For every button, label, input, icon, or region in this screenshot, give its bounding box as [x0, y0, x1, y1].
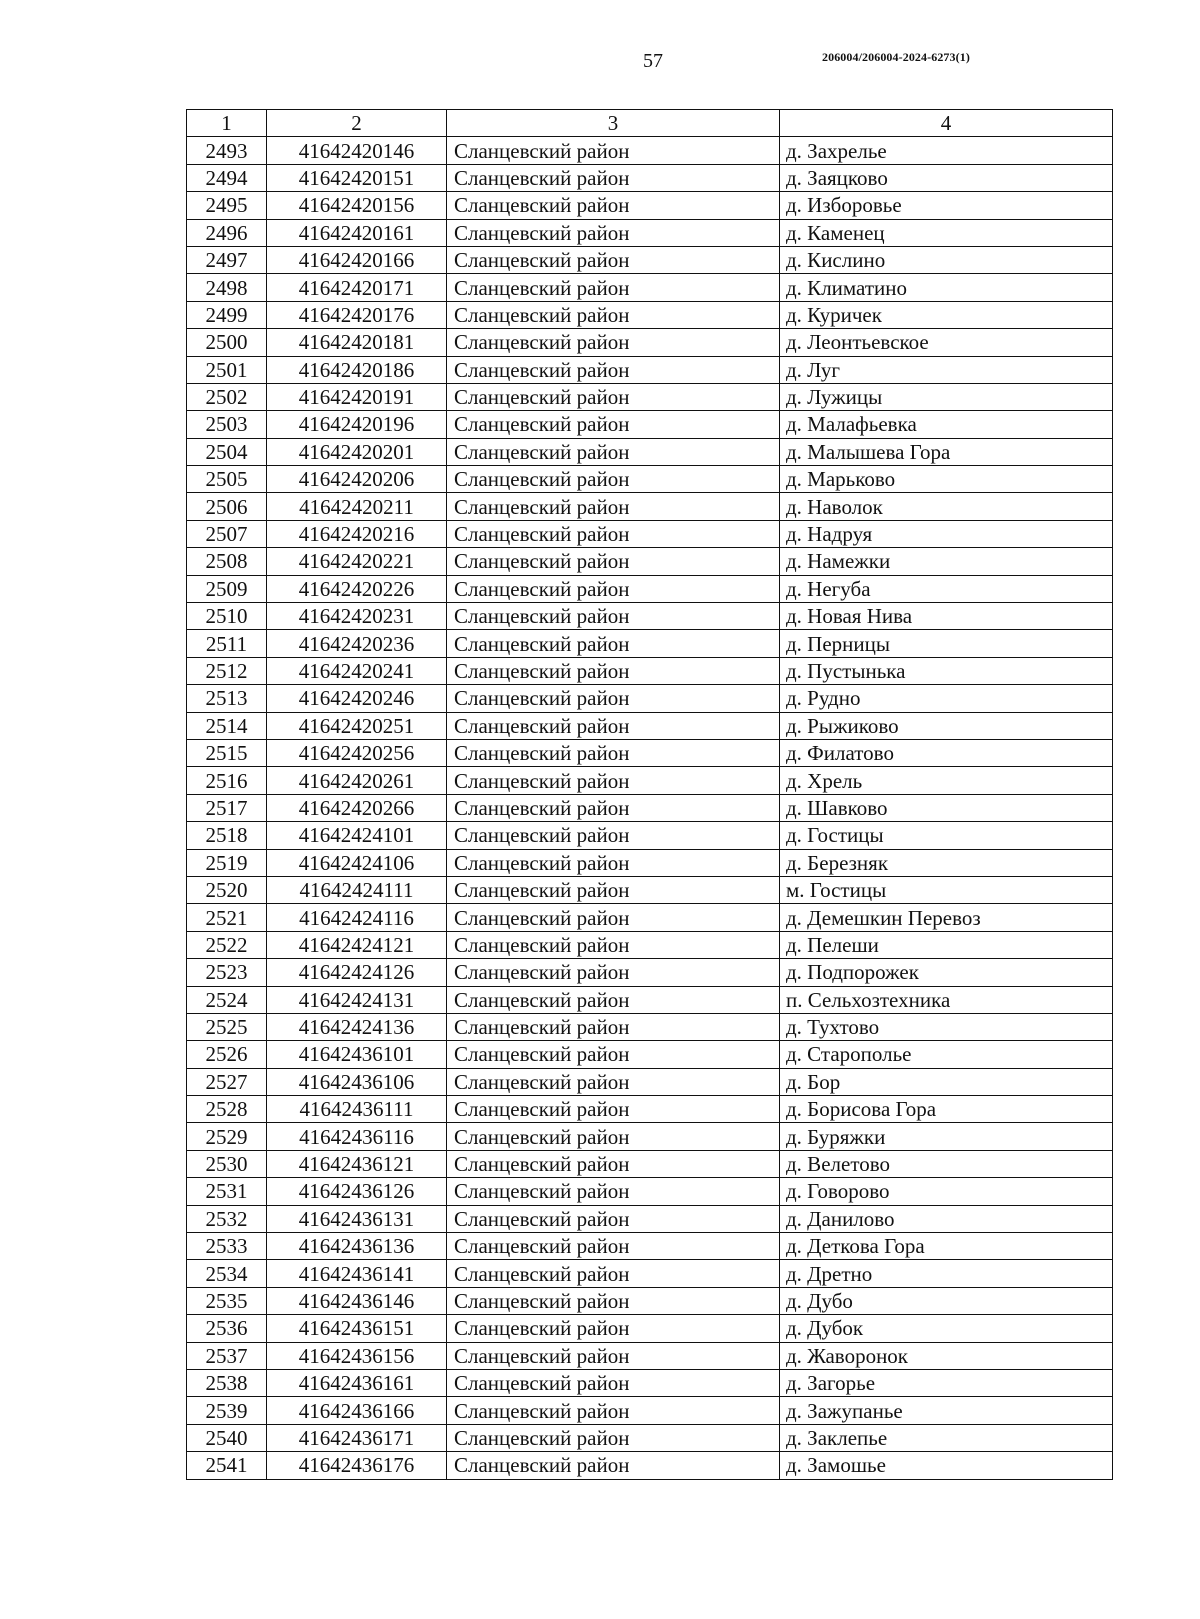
district-cell: Сланцевский район	[447, 1452, 780, 1479]
code-cell: 41642420166	[267, 246, 447, 273]
code-cell: 41642420181	[267, 329, 447, 356]
settlement-cell: д. Березняк	[780, 849, 1113, 876]
settlement-cell: м. Гостицы	[780, 876, 1113, 903]
table-row	[187, 1123, 1113, 1150]
code-cell: 41642420231	[267, 603, 447, 630]
row-number-cell: 2503	[187, 411, 267, 438]
district-cell: Сланцевский район	[447, 1369, 780, 1396]
code-cell: 41642424131	[267, 986, 447, 1013]
district-cell: Сланцевский район	[447, 630, 780, 657]
settlement-cell: д. Захрелье	[780, 137, 1113, 164]
settlement-cell: д. Кислино	[780, 246, 1113, 273]
district-cell: Сланцевский район	[447, 739, 780, 766]
district-cell: Сланцевский район	[447, 959, 780, 986]
document-reference: 206004/206004-2024-6273(1)	[822, 50, 970, 64]
district-cell: Сланцевский район	[447, 931, 780, 958]
code-cell: 41642436106	[267, 1068, 447, 1095]
district-cell: Сланцевский район	[447, 192, 780, 219]
table-row	[187, 438, 1113, 465]
district-cell: Сланцевский район	[447, 1096, 780, 1123]
code-cell: 41642436131	[267, 1205, 447, 1232]
district-cell: Сланцевский район	[447, 219, 780, 246]
settlement-cell: д. Пелеши	[780, 931, 1113, 958]
row-number-cell: 2513	[187, 685, 267, 712]
district-cell: Сланцевский район	[447, 411, 780, 438]
row-number-cell: 2514	[187, 712, 267, 739]
district-cell: Сланцевский район	[447, 520, 780, 547]
district-cell: Сланцевский район	[447, 1287, 780, 1314]
code-cell: 41642420171	[267, 274, 447, 301]
district-cell: Сланцевский район	[447, 1041, 780, 1068]
code-cell: 41642420251	[267, 712, 447, 739]
table-row	[187, 1287, 1113, 1314]
table-row	[187, 685, 1113, 712]
column-header-3: 3	[447, 110, 780, 137]
table-row	[187, 274, 1113, 301]
row-number-cell: 2530	[187, 1150, 267, 1177]
row-number-cell: 2516	[187, 767, 267, 794]
row-number-cell: 2510	[187, 603, 267, 630]
table-row	[187, 794, 1113, 821]
code-cell: 41642420206	[267, 466, 447, 493]
code-cell: 41642424116	[267, 904, 447, 931]
district-cell: Сланцевский район	[447, 356, 780, 383]
row-number-cell: 2498	[187, 274, 267, 301]
code-cell: 41642424121	[267, 931, 447, 958]
row-number-cell: 2511	[187, 630, 267, 657]
code-cell: 41642436136	[267, 1233, 447, 1260]
district-cell: Сланцевский район	[447, 1205, 780, 1232]
table-row	[187, 1013, 1113, 1040]
settlement-cell: д. Загорье	[780, 1369, 1113, 1396]
table-row	[187, 1096, 1113, 1123]
settlement-cell: д. Заклепье	[780, 1424, 1113, 1451]
row-number-cell: 2502	[187, 383, 267, 410]
table-row	[187, 1424, 1113, 1451]
table-row	[187, 548, 1113, 575]
row-number-cell: 2524	[187, 986, 267, 1013]
settlement-cell: д. Куричек	[780, 301, 1113, 328]
district-cell: Сланцевский район	[447, 548, 780, 575]
table-row	[187, 712, 1113, 739]
row-number-cell: 2496	[187, 219, 267, 246]
table-row	[187, 466, 1113, 493]
code-cell: 41642420256	[267, 739, 447, 766]
row-number-cell: 2534	[187, 1260, 267, 1287]
code-cell: 41642424136	[267, 1013, 447, 1040]
row-number-cell: 2536	[187, 1315, 267, 1342]
district-cell: Сланцевский район	[447, 1342, 780, 1369]
district-cell: Сланцевский район	[447, 493, 780, 520]
settlement-cell: д. Надруя	[780, 520, 1113, 547]
settlement-cell: п. Сельхозтехника	[780, 986, 1113, 1013]
district-cell: Сланцевский район	[447, 1150, 780, 1177]
district-cell: Сланцевский район	[447, 246, 780, 273]
table-row	[187, 603, 1113, 630]
code-cell: 41642436176	[267, 1452, 447, 1479]
row-number-cell: 2501	[187, 356, 267, 383]
code-cell: 41642420261	[267, 767, 447, 794]
table-row	[187, 1178, 1113, 1205]
settlement-cell: д. Наволок	[780, 493, 1113, 520]
code-cell: 41642420201	[267, 438, 447, 465]
code-cell: 41642420186	[267, 356, 447, 383]
code-cell: 41642424101	[267, 822, 447, 849]
district-cell: Сланцевский район	[447, 1315, 780, 1342]
district-cell: Сланцевский район	[447, 383, 780, 410]
row-number-cell: 2523	[187, 959, 267, 986]
table-row	[187, 411, 1113, 438]
district-cell: Сланцевский район	[447, 1397, 780, 1424]
district-cell: Сланцевский район	[447, 1178, 780, 1205]
settlement-cell: д. Дубок	[780, 1315, 1113, 1342]
row-number-cell: 2541	[187, 1452, 267, 1479]
code-cell: 41642420176	[267, 301, 447, 328]
row-number-cell: 2525	[187, 1013, 267, 1040]
code-cell: 41642420211	[267, 493, 447, 520]
table-row	[187, 849, 1113, 876]
settlement-cell: д. Малышева Гора	[780, 438, 1113, 465]
district-cell: Сланцевский район	[447, 1260, 780, 1287]
table-row	[187, 1342, 1113, 1369]
settlement-cell: д. Гостицы	[780, 822, 1113, 849]
code-cell: 41642436161	[267, 1369, 447, 1396]
district-cell: Сланцевский район	[447, 301, 780, 328]
row-number-cell: 2518	[187, 822, 267, 849]
row-number-cell: 2507	[187, 520, 267, 547]
table-row	[187, 904, 1113, 931]
row-number-cell: 2522	[187, 931, 267, 958]
district-cell: Сланцевский район	[447, 1233, 780, 1260]
settlement-registry-table	[186, 109, 1113, 1480]
table-row	[187, 767, 1113, 794]
district-cell: Сланцевский район	[447, 466, 780, 493]
code-cell: 41642420221	[267, 548, 447, 575]
row-number-cell: 2539	[187, 1397, 267, 1424]
table-row	[187, 192, 1113, 219]
settlement-cell: д. Каменец	[780, 219, 1113, 246]
settlement-cell: д. Негуба	[780, 575, 1113, 602]
district-cell: Сланцевский район	[447, 1068, 780, 1095]
settlement-cell: д. Лужицы	[780, 383, 1113, 410]
row-number-cell: 2519	[187, 849, 267, 876]
district-cell: Сланцевский район	[447, 685, 780, 712]
district-cell: Сланцевский район	[447, 575, 780, 602]
row-number-cell: 2515	[187, 739, 267, 766]
table-body	[187, 137, 1113, 1479]
row-number-cell: 2532	[187, 1205, 267, 1232]
row-number-cell: 2497	[187, 246, 267, 273]
settlement-cell: д. Буряжки	[780, 1123, 1113, 1150]
district-cell: Сланцевский район	[447, 164, 780, 191]
table-row	[187, 1068, 1113, 1095]
district-cell: Сланцевский район	[447, 876, 780, 903]
code-cell: 41642436121	[267, 1150, 447, 1177]
district-cell: Сланцевский район	[447, 137, 780, 164]
code-cell: 41642436171	[267, 1424, 447, 1451]
district-cell: Сланцевский район	[447, 603, 780, 630]
table-row	[187, 1150, 1113, 1177]
code-cell: 41642420151	[267, 164, 447, 191]
settlement-cell: д. Жаворонок	[780, 1342, 1113, 1369]
settlement-cell: д. Зажупанье	[780, 1397, 1113, 1424]
table-row	[187, 1452, 1113, 1479]
table-row	[187, 329, 1113, 356]
settlement-cell: д. Пустынька	[780, 657, 1113, 684]
district-cell: Сланцевский район	[447, 657, 780, 684]
table-row	[187, 822, 1113, 849]
row-number-cell: 2535	[187, 1287, 267, 1314]
code-cell: 41642424106	[267, 849, 447, 876]
settlement-cell: д. Дубо	[780, 1287, 1113, 1314]
district-cell: Сланцевский район	[447, 794, 780, 821]
code-cell: 41642420191	[267, 383, 447, 410]
table-row	[187, 931, 1113, 958]
settlement-cell: д. Изборовье	[780, 192, 1113, 219]
settlement-cell: д. Дретно	[780, 1260, 1113, 1287]
table-row	[187, 219, 1113, 246]
table-row	[187, 383, 1113, 410]
code-cell: 41642436166	[267, 1397, 447, 1424]
code-cell: 41642420246	[267, 685, 447, 712]
settlement-cell: д. Филатово	[780, 739, 1113, 766]
row-number-cell: 2538	[187, 1369, 267, 1396]
district-cell: Сланцевский район	[447, 767, 780, 794]
settlement-cell: д. Данилово	[780, 1205, 1113, 1232]
code-cell: 41642420216	[267, 520, 447, 547]
table-row	[187, 1233, 1113, 1260]
district-cell: Сланцевский район	[447, 329, 780, 356]
column-header-2: 2	[267, 110, 447, 137]
district-cell: Сланцевский район	[447, 274, 780, 301]
district-cell: Сланцевский район	[447, 986, 780, 1013]
table-row	[187, 164, 1113, 191]
row-number-cell: 2495	[187, 192, 267, 219]
row-number-cell: 2509	[187, 575, 267, 602]
table-row	[187, 301, 1113, 328]
row-number-cell: 2505	[187, 466, 267, 493]
column-header-4: 4	[780, 110, 1113, 137]
code-cell: 41642436101	[267, 1041, 447, 1068]
district-cell: Сланцевский район	[447, 904, 780, 931]
row-number-cell: 2512	[187, 657, 267, 684]
settlement-cell: д. Новая Нива	[780, 603, 1113, 630]
table-row	[187, 739, 1113, 766]
settlement-cell: д. Тухтово	[780, 1013, 1113, 1040]
table-row	[187, 630, 1113, 657]
settlement-cell: д. Подпорожек	[780, 959, 1113, 986]
row-number-cell: 2506	[187, 493, 267, 520]
settlement-cell: д. Луг	[780, 356, 1113, 383]
table-row	[187, 657, 1113, 684]
row-number-cell: 2521	[187, 904, 267, 931]
settlement-cell: д. Бор	[780, 1068, 1113, 1095]
code-cell: 41642436141	[267, 1260, 447, 1287]
code-cell: 41642420241	[267, 657, 447, 684]
settlement-cell: д. Леонтьевское	[780, 329, 1113, 356]
table-row	[187, 1041, 1113, 1068]
row-number-cell: 2494	[187, 164, 267, 191]
district-cell: Сланцевский район	[447, 712, 780, 739]
row-number-cell: 2508	[187, 548, 267, 575]
settlement-cell: д. Малафьевка	[780, 411, 1113, 438]
district-cell: Сланцевский район	[447, 849, 780, 876]
row-number-cell: 2528	[187, 1096, 267, 1123]
row-number-cell: 2499	[187, 301, 267, 328]
table-row	[187, 356, 1113, 383]
district-cell: Сланцевский район	[447, 1123, 780, 1150]
settlement-cell: д. Рудно	[780, 685, 1113, 712]
settlement-cell: д. Деткова Гора	[780, 1233, 1113, 1260]
table-row	[187, 246, 1113, 273]
table-row	[187, 575, 1113, 602]
code-cell: 41642420196	[267, 411, 447, 438]
table-row	[187, 1369, 1113, 1396]
row-number-cell: 2500	[187, 329, 267, 356]
table-row	[187, 959, 1113, 986]
code-cell: 41642436126	[267, 1178, 447, 1205]
code-cell: 41642436151	[267, 1315, 447, 1342]
code-cell: 41642436156	[267, 1342, 447, 1369]
district-cell: Сланцевский район	[447, 1013, 780, 1040]
settlement-cell: д. Говорово	[780, 1178, 1113, 1205]
code-cell: 41642420236	[267, 630, 447, 657]
code-cell: 41642424111	[267, 876, 447, 903]
table-row	[187, 986, 1113, 1013]
row-number-cell: 2529	[187, 1123, 267, 1150]
district-cell: Сланцевский район	[447, 438, 780, 465]
code-cell: 41642436146	[267, 1287, 447, 1314]
row-number-cell: 2517	[187, 794, 267, 821]
code-cell: 41642420146	[267, 137, 447, 164]
settlement-cell: д. Демешкин Перевоз	[780, 904, 1113, 931]
district-cell: Сланцевский район	[447, 822, 780, 849]
table-row	[187, 1205, 1113, 1232]
column-header-1: 1	[187, 110, 267, 137]
code-cell: 41642436111	[267, 1096, 447, 1123]
row-number-cell: 2540	[187, 1424, 267, 1451]
settlement-cell: д. Климатино	[780, 274, 1113, 301]
settlement-cell: д. Намежки	[780, 548, 1113, 575]
code-cell: 41642420161	[267, 219, 447, 246]
table-row	[187, 1397, 1113, 1424]
settlement-cell: д. Марьково	[780, 466, 1113, 493]
settlement-cell: д. Велетово	[780, 1150, 1113, 1177]
table-row	[187, 1315, 1113, 1342]
settlement-cell: д. Перницы	[780, 630, 1113, 657]
row-number-cell: 2493	[187, 137, 267, 164]
table-row	[187, 493, 1113, 520]
page-number: 57	[643, 50, 663, 72]
code-cell: 41642420266	[267, 794, 447, 821]
row-number-cell: 2537	[187, 1342, 267, 1369]
table-row	[187, 1260, 1113, 1287]
table-row	[187, 137, 1113, 164]
row-number-cell: 2533	[187, 1233, 267, 1260]
settlement-cell: д. Замошье	[780, 1452, 1113, 1479]
code-cell: 41642424126	[267, 959, 447, 986]
settlement-cell: д. Шавково	[780, 794, 1113, 821]
code-cell: 41642420226	[267, 575, 447, 602]
code-cell: 41642420156	[267, 192, 447, 219]
table-row	[187, 520, 1113, 547]
row-number-cell: 2520	[187, 876, 267, 903]
row-number-cell: 2504	[187, 438, 267, 465]
settlement-cell: д. Рыжиково	[780, 712, 1113, 739]
row-number-cell: 2531	[187, 1178, 267, 1205]
settlement-cell: д. Борисова Гора	[780, 1096, 1113, 1123]
settlement-cell: д. Старополье	[780, 1041, 1113, 1068]
row-number-cell: 2526	[187, 1041, 267, 1068]
code-cell: 41642436116	[267, 1123, 447, 1150]
table-row	[187, 876, 1113, 903]
settlement-cell: д. Заяцково	[780, 164, 1113, 191]
table-header-row	[187, 110, 1113, 137]
row-number-cell: 2527	[187, 1068, 267, 1095]
district-cell: Сланцевский район	[447, 1424, 780, 1451]
settlement-cell: д. Хрель	[780, 767, 1113, 794]
